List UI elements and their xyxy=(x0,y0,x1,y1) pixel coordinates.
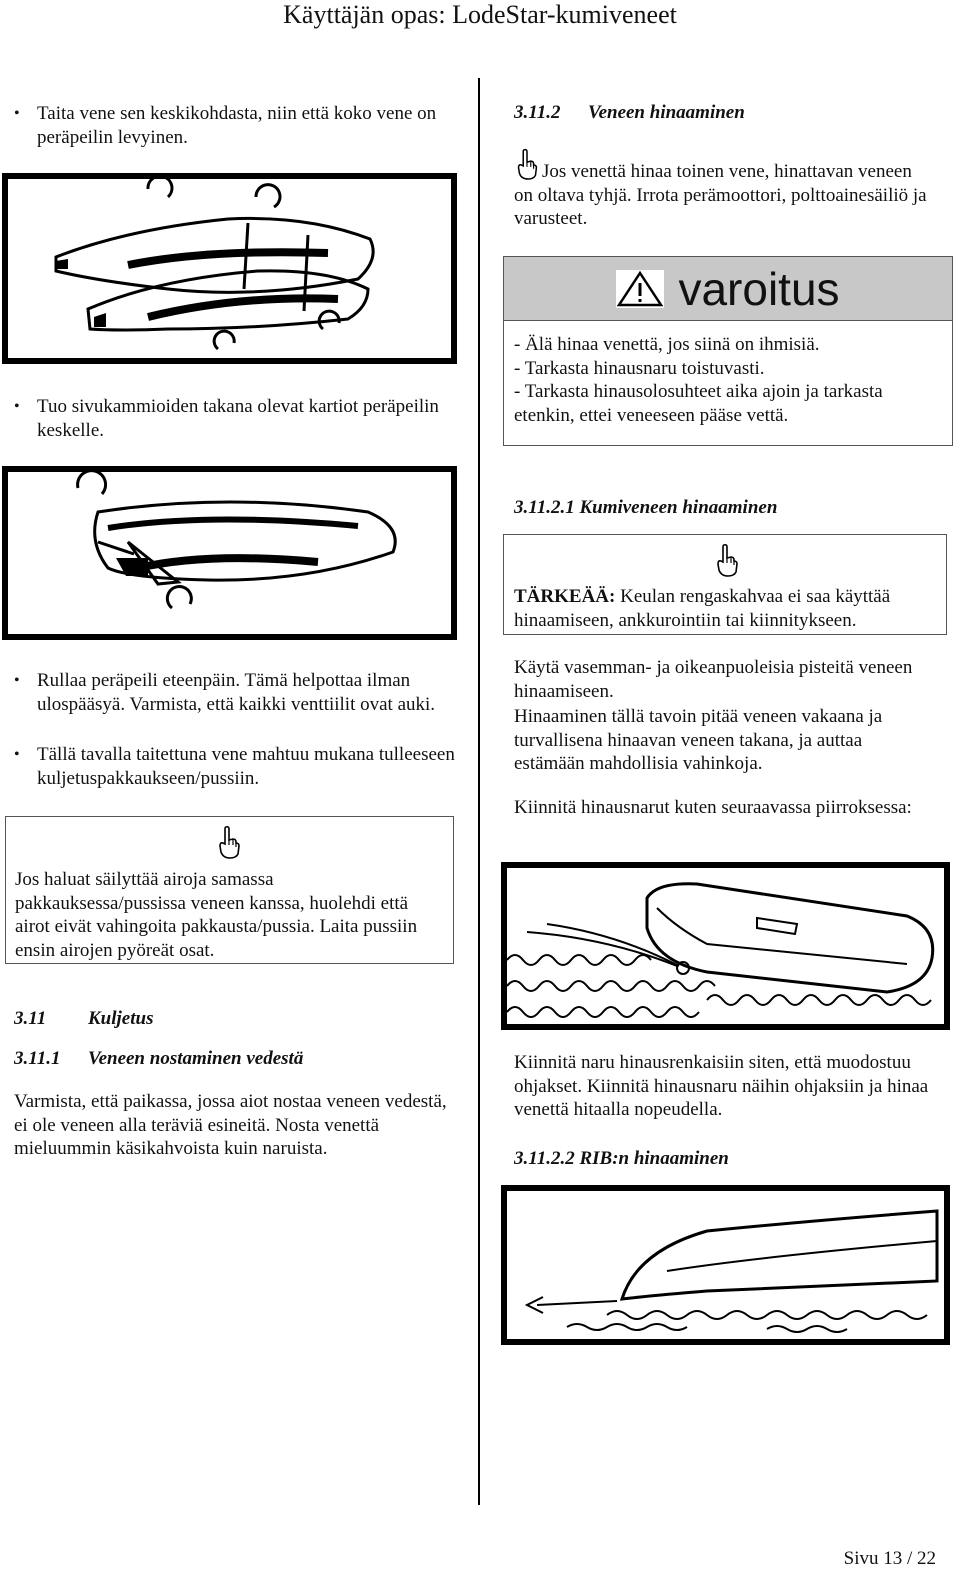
warning-line: - Tarkasta hinausnaru toistuvasti. xyxy=(514,357,765,379)
warning-triangle-icon xyxy=(616,270,664,308)
pointing-hand-icon xyxy=(716,543,738,577)
intro-text: Jos venettä hinaa toinen vene, hinattavan veneen on oltava tyhjä. Irrota perämoottori, polttoainesäiliö ja varusteet. xyxy=(514,161,927,229)
note-box xyxy=(5,816,454,964)
page-number: Sivu 13 / 22 xyxy=(843,1547,936,1569)
bullet-icon: • xyxy=(14,746,20,763)
section-number: 3.11.1 xyxy=(14,1048,61,1069)
folded-boat-illustration xyxy=(8,179,451,358)
paragraph: Varmista, että paikassa, jossa aiot nostaa veneen vedestä, ei ole veneen alla teräviä esineitä. Nosta venettä mieluummin käsikahvoista kuin naruista. xyxy=(14,1091,447,1159)
paragraph: Hinaaminen tällä tavoin pitää veneen vakaana ja turvallisena hinaavan veneen takana, ja auttaa estämään mahdollisia vahinkoja. xyxy=(514,706,883,774)
important-text xyxy=(514,585,942,632)
bullet-icon: • xyxy=(14,105,20,122)
figure-rolled-boat xyxy=(2,466,457,640)
list-item-text: Tällä tavalla taitettuna vene mahtuu mukana tulleeseen kuljetuspakkaukseen/pussiin. xyxy=(37,744,455,789)
figure-towing-rope xyxy=(501,862,950,1030)
section-title: Veneen nostaminen vedestä xyxy=(88,1048,304,1069)
paragraph: Kiinnitä naru hinausrenkaisiin siten, että muodostuu ohjakset. Kiinnitä hinausnaru näihin ohjaksiin ja hinaa venettä hitaalla nopeudella. xyxy=(514,1052,929,1120)
warning-header xyxy=(504,257,952,321)
list-item xyxy=(0,395,470,442)
section-title: Kuljetus xyxy=(88,1008,154,1029)
rib-illustration xyxy=(507,1191,944,1339)
important-label: TÄRKEÄÄ: xyxy=(514,586,616,607)
warning-list xyxy=(504,321,952,427)
section-title: Veneen hinaaminen xyxy=(588,102,745,123)
warning-box xyxy=(503,256,953,446)
list-item-text: Taita vene sen keskikohdasta, niin että koko vene on peräpeilin levyinen. xyxy=(37,103,437,148)
warning-title: varoitus xyxy=(678,262,840,315)
section-title: 3.11.2.1 Kumiveneen hinaaminen xyxy=(514,497,778,518)
important-body: Keulan rengaskahvaa ei saa käyttää hinaamiseen, ankkurointiin tai kiinnitykseen. xyxy=(514,586,891,631)
important-box xyxy=(503,534,947,635)
figure-rib-towing xyxy=(501,1185,950,1345)
list-item xyxy=(0,743,470,790)
intro-paragraph xyxy=(514,160,934,231)
bullet-icon: • xyxy=(14,672,20,689)
warning-line: - Älä hinaa venettä, jos siinä on ihmisiä. xyxy=(514,334,820,355)
pointing-hand-icon xyxy=(516,148,538,180)
paragraph: Käytä vasemman- ja oikeanpuoleisia pisteitä veneen hinaamiseen. xyxy=(514,657,913,702)
section-number: 3.11.2 xyxy=(514,102,561,123)
towing-illustration xyxy=(507,868,944,1024)
paragraph: Kiinnitä hinausnarut kuten seuraavassa piirroksessa: xyxy=(514,797,912,818)
pointing-hand-icon xyxy=(218,825,240,859)
bullet-icon: • xyxy=(14,398,20,415)
note-text: Jos haluat säilyttää airoja samassa pakkauksessa/pussissa veneen kanssa, huolehdi että airot eivät vahingoita pakkausta/pussia. Laita pussiin ensin airojen pyöreät osat. xyxy=(15,869,418,961)
figure-folded-boat xyxy=(2,173,457,364)
list-item xyxy=(0,102,470,149)
section-number: 3.11 xyxy=(14,1008,47,1029)
warning-line: - Tarkasta hinausolosuhteet aika ajoin ja tarkasta etenkin, ettei veneeseen pääse vettä. xyxy=(514,381,883,426)
list-item-text: Tuo sivukammioiden takana olevat kartiot peräpeilin keskelle. xyxy=(37,396,439,441)
section-title: 3.11.2.2 RIB:n hinaaminen xyxy=(514,1148,729,1169)
column-divider xyxy=(478,78,480,1505)
rolled-boat-illustration xyxy=(8,472,451,634)
list-item xyxy=(0,669,470,716)
page-title: Käyttäjän opas: LodeStar-kumiveneet xyxy=(283,0,677,29)
list-item-text: Rullaa peräpeili eteenpäin. Tämä helpottaa ilman ulospääsyä. Varmista, että kaikki venttiilit ovat auki. xyxy=(37,670,436,715)
